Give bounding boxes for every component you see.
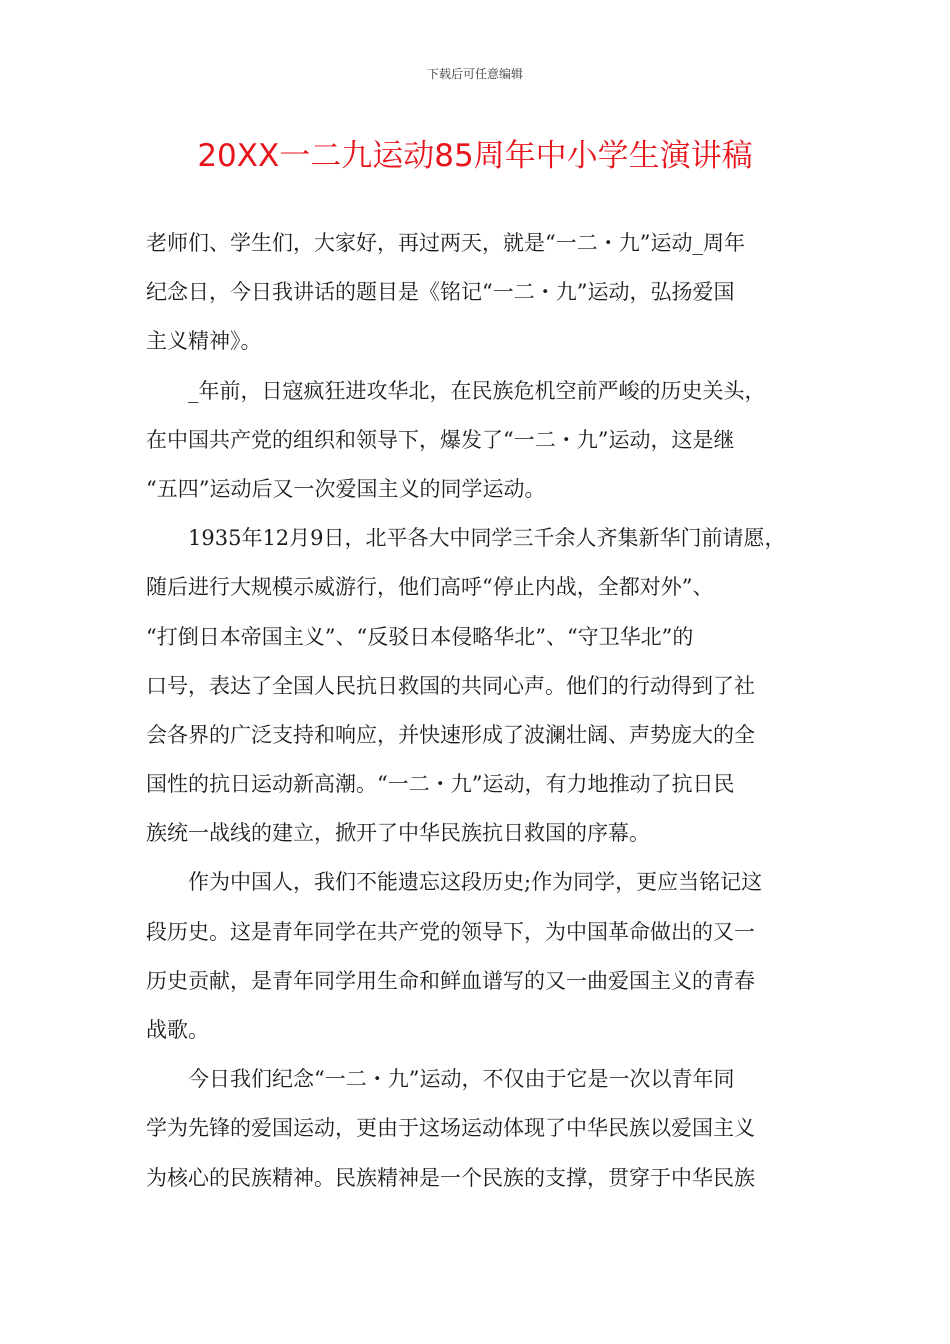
text-line: 国性的抗日运动新高潮。“一二・九”运动，有力地推动了抗日民 (146, 772, 735, 797)
document-body (146, 224, 806, 1208)
text-line: 纪念日，今日我讲话的题目是《铭记“一二・九”运动，弘扬爱国 (146, 280, 735, 305)
text-line: 学为先锋的爱国运动，更由于这场运动体现了中华民族以爱国主义 (146, 1116, 755, 1141)
text-line: “五四”运动后又一次爱国主义的同学运动。 (146, 476, 546, 501)
text-line: 主义精神》。 (146, 329, 262, 354)
document-title: 20XX一二九运动85周年中小学生演讲稿 (197, 138, 753, 174)
text-line: 今日我们纪念“一二・九”运动，不仅由于它是一次以青年同 (188, 1067, 735, 1092)
text-line: _年前，日寇疯狂进攻华北，在民族危机空前严峻的历史关头， (188, 378, 766, 403)
text-line: 1935年12月9日，北平各大中同学三千余人齐集新华门前请愿， (188, 526, 786, 551)
text-line: 族统一战线的建立，掀开了中华民族抗日救国的序幕。 (146, 821, 650, 846)
text-line: 作为中国人，我们不能遗忘这段历史;作为同学，更应当铭记这 (188, 870, 763, 895)
text-line: 随后进行大规模示威游行，他们高呼“停止内战，全都对外”、 (146, 575, 714, 600)
text-line: 会各界的广泛支持和响应，并快速形成了波澜壮阔、声势庞大的全 (146, 722, 755, 747)
text-line: 战歌。 (146, 1018, 209, 1042)
text-line: 为核心的民族精神。民族精神是一个民族的支撑，贯穿于中华民族 (146, 1165, 755, 1190)
text-line: 老师们、学生们，大家好，再过两天，就是“一二・九”运动_周年 (146, 231, 745, 255)
page-header: 下载后可任意编辑 (426, 67, 523, 81)
text-line: 在中国共产党的组织和领导下，爆发了“一二・九”运动，这是继 (146, 427, 735, 452)
text-line: 历史贡献，是青年同学用生命和鲜血谱写的又一曲爱国主义的青春 (146, 968, 755, 993)
text-line: 段历史。这是青年同学在共产党的领导下，为中国革命做出的又一 (146, 919, 755, 944)
text-line: “打倒日本帝国主义”、“反驳日本侵略华北”、“守卫华北”的 (146, 624, 694, 649)
text-line: 口号，表达了全国人民抗日救国的共同心声。他们的行动得到了社 (146, 673, 755, 698)
